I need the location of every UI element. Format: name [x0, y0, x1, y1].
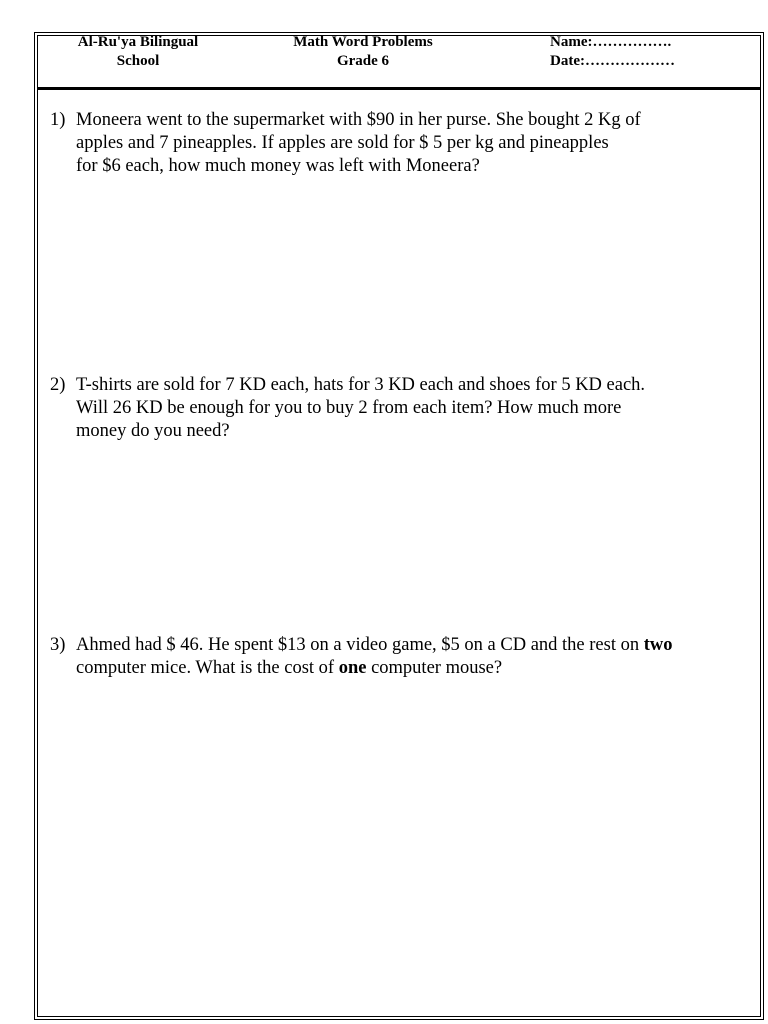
- school-name: [38, 33, 238, 71]
- question-text-segment: computer mouse?: [366, 658, 503, 678]
- question-1: [50, 109, 730, 178]
- emphasis-two: two: [643, 635, 673, 655]
- question-2: [50, 374, 730, 443]
- question-number: 1): [50, 110, 66, 130]
- question-text: [76, 634, 730, 680]
- worksheet-title-line1: Math Word Problems: [293, 34, 433, 50]
- question-text: [76, 374, 730, 443]
- date-field[interactable]: Date:………………: [550, 53, 675, 69]
- question-text-segment: Ahmed had $ 46. He spent $13 on a video game, $5 on a CD and the rest on: [76, 635, 644, 655]
- question-line: for $6 each, how much money was left with Moneera?: [76, 156, 480, 176]
- question-line: [76, 634, 730, 657]
- question-line: [76, 657, 730, 680]
- emphasis-one: one: [338, 658, 367, 678]
- school-name-line1: Al-Ru'ya Bilingual: [77, 34, 199, 50]
- worksheet-page: [34, 32, 764, 1020]
- question-text-segment: computer mice. What is the cost of: [76, 658, 339, 678]
- student-fields: [550, 33, 730, 71]
- worksheet-grade: Grade 6: [336, 53, 390, 69]
- question-number: 2): [50, 375, 66, 395]
- question-line: money do you need?: [76, 421, 230, 441]
- worksheet-header: [38, 36, 760, 90]
- question-line: Moneera went to the supermarket with $90 in her purse. She bought 2 Kg of: [76, 110, 641, 130]
- question-line: T-shirts are sold for 7 KD each, hats for 3 KD each and shoes for 5 KD each.: [76, 375, 646, 395]
- question-line: Will 26 KD be enough for you to buy 2 from each item? How much more: [76, 398, 622, 418]
- school-name-line2: School: [116, 53, 160, 69]
- question-number: 3): [50, 635, 66, 655]
- worksheet-body: [38, 90, 760, 1016]
- question-3: [50, 634, 730, 680]
- question-line: apples and 7 pineapples. If apples are sold for $ 5 per kg and pineapples: [76, 133, 609, 153]
- question-text: [76, 109, 730, 178]
- name-field[interactable]: Name:…………….: [550, 34, 672, 50]
- worksheet-title: [258, 33, 468, 71]
